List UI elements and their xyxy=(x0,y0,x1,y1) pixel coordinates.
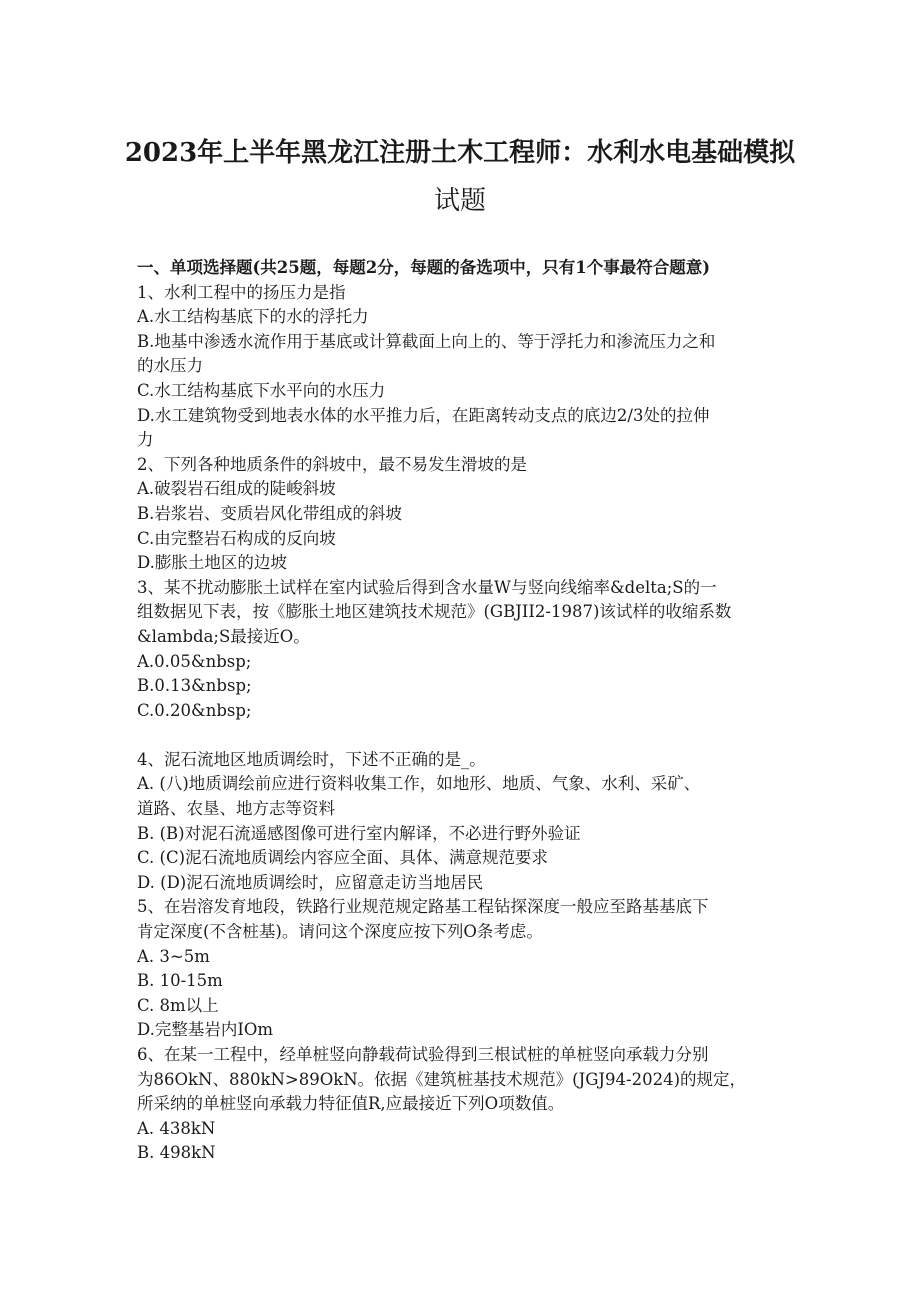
option-c: C.0.20&nbsp; xyxy=(137,700,252,720)
option-a: A. 438kN xyxy=(137,1118,216,1138)
option-b: B.0.13&nbsp; xyxy=(137,676,252,696)
document-title-line-1: 2023年上半年黑龙江注册土木工程师：水利水电基础模拟 xyxy=(124,138,796,168)
question-stem-continued: 肯定深度(不含桩基)。请问这个深度应按下列O条考虑。 xyxy=(137,922,543,942)
question-stem-continued: 为86OkN、880kN>89OkN。依据《建筑桩基技术规范》(JGJ94-2024)的规定， xyxy=(137,1069,747,1089)
option-b-continued: 的水压力 xyxy=(137,356,203,376)
option-a: A.破裂岩石组成的陡峻斜坡 xyxy=(137,479,336,499)
document-body xyxy=(137,256,787,1166)
option-a: A.水工结构基底下的水的浮托力 xyxy=(137,307,369,327)
option-b: B. 498kN xyxy=(137,1143,216,1163)
option-d: D. (D)泥石流地质调绘时，应留意走访当地居民 xyxy=(137,872,484,892)
question-stem: 3、某不扰动膨胀土试样在室内试验后得到含水量W与竖向线缩率&delta;S的一 xyxy=(137,577,717,597)
document-title-line-2: 试题 xyxy=(433,186,486,216)
option-c: C.水工结构基底下水平向的水压力 xyxy=(137,380,386,400)
question-stem: 4、泥石流地区地质调绘时，下述不正确的是_。 xyxy=(137,749,486,769)
option-a-continued: 道路、农垦、地方志等资料 xyxy=(137,799,335,819)
section-heading: 一、单项选择题(共25题，每题2分，每题的备选项中，只有1个事最符合题意) xyxy=(137,258,711,277)
option-b: B.地基中渗透水流作用于基底或计算截面上向上的、等于浮托力和渗流压力之和 xyxy=(137,331,716,351)
option-b: B.岩浆岩、变质岩风化带组成的斜坡 xyxy=(137,503,402,523)
option-c: C. (C)泥石流地质调绘内容应全面、具体、满意规范要求 xyxy=(137,848,549,868)
question-4 xyxy=(137,748,787,896)
option-b: B. 10-15m xyxy=(137,971,223,991)
question-stem: 5、在岩溶发育地段，铁路行业规范规定路基工程钻探深度一般应至路基基底下 xyxy=(137,897,709,917)
option-a: A.0.05&nbsp; xyxy=(137,651,252,671)
option-b: B. (B)对泥石流遥感图像可进行室内解译，不必进行野外验证 xyxy=(137,823,581,843)
question-2 xyxy=(137,453,787,576)
option-d-continued: 力 xyxy=(137,430,154,450)
question-stem: 1、水利工程中的扬压力是指 xyxy=(137,282,346,302)
question-3 xyxy=(137,576,787,748)
question-stem: 2、下列各种地质条件的斜坡中，最不易发生滑坡的是 xyxy=(137,454,527,474)
option-d: D.水工建筑物受到地表水体的水平推力后，在距离转动支点的底边2/3处的拉伸 xyxy=(137,405,710,425)
blank-line xyxy=(137,723,787,748)
question-6 xyxy=(137,1043,787,1166)
question-stem: 6、在某一工程中，经单桩竖向静载荷试验得到三根试桩的单桩竖向承载力分别 xyxy=(137,1045,709,1064)
option-a: A. 3~5m xyxy=(137,946,210,966)
option-d: D.完整基岩内IOm xyxy=(137,1020,274,1040)
option-a: A. (八)地质调绘前应进行资料收集工作，如地形、地质、气象、水利、采矿、 xyxy=(137,774,701,794)
option-d: D.膨胀土地区的边坡 xyxy=(137,553,287,573)
question-stem-continued: 所采纳的单桩竖向承载力特征值R,应最接近下列O项数值。 xyxy=(137,1094,565,1114)
question-stem-continued: &lambda;S最接近O。 xyxy=(137,626,310,646)
question-1 xyxy=(137,281,787,453)
option-c: C.由完整岩石构成的反向坡 xyxy=(137,528,336,548)
option-c: C. 8m以上 xyxy=(137,995,219,1015)
question-stem-continued: 组数据见下表，按《膨胀土地区建筑技术规范》(GBJII2-1987)该试样的收缩系数 xyxy=(137,602,732,622)
question-5 xyxy=(137,895,787,1043)
